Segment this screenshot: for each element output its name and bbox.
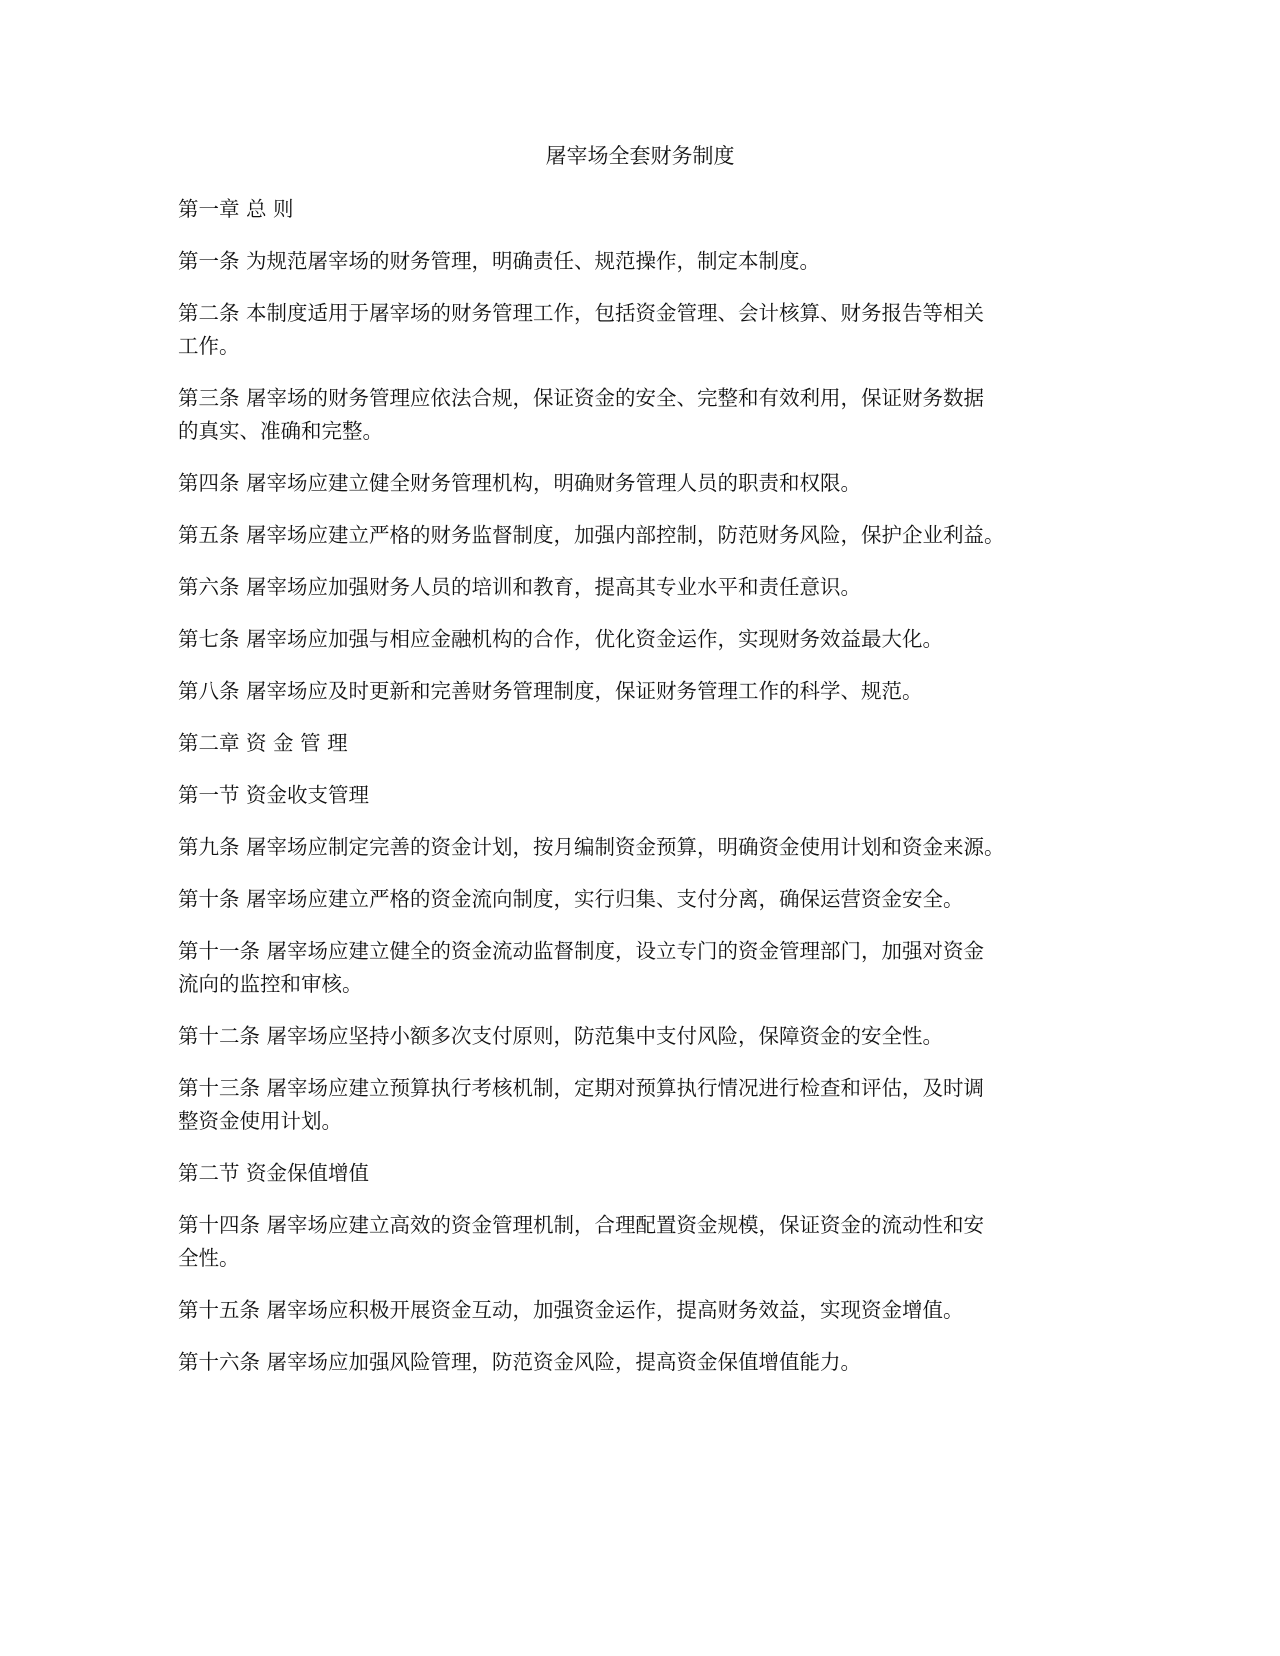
paragraph [178, 883, 1078, 916]
paragraph [178, 193, 1078, 226]
paragraph-line: 第十三条 屠宰场应建立预算执行考核机制，定期对预算执行情况进行检查和评估，及时调 [178, 1076, 985, 1100]
paragraph [178, 935, 1078, 1001]
paragraph [178, 831, 1078, 864]
paragraph-line: 第八条 屠宰场应及时更新和完善财务管理制度，保证财务管理工作的科学、规范。 [178, 679, 923, 703]
paragraph-line: 流向的监控和审核。 [178, 972, 363, 996]
document-body [178, 193, 1078, 1398]
paragraph-line: 第二章 资 金 管 理 [178, 731, 348, 755]
paragraph-line: 第十二条 屠宰场应坚持小额多次支付原则，防范集中支付风险，保障资金的安全性。 [178, 1024, 944, 1048]
paragraph-line: 第三条 屠宰场的财务管理应依法合规，保证资金的安全、完整和有效利用，保证财务数据 [178, 386, 985, 410]
paragraph-line: 整资金使用计划。 [178, 1109, 342, 1133]
paragraph [178, 675, 1078, 708]
paragraph-line: 的真实、准确和完整。 [178, 419, 383, 443]
paragraph [178, 467, 1078, 500]
paragraph-line: 第十五条 屠宰场应积极开展资金互动，加强资金运作，提高财务效益，实现资金增值。 [178, 1298, 964, 1322]
paragraph-line: 工作。 [178, 334, 240, 358]
paragraph-line: 第七条 屠宰场应加强与相应金融机构的合作，优化资金运作，实现财务效益最大化。 [178, 627, 944, 651]
paragraph [178, 1294, 1078, 1327]
paragraph [178, 519, 1078, 552]
paragraph [178, 779, 1078, 812]
paragraph [178, 297, 1078, 363]
paragraph-line: 第一节 资金收支管理 [178, 783, 370, 807]
paragraph-line: 第五条 屠宰场应建立严格的财务监督制度，加强内部控制，防范财务风险，保护企业利益。 [178, 523, 1005, 547]
paragraph-line: 第十六条 屠宰场应加强风险管理，防范资金风险，提高资金保值增值能力。 [178, 1350, 862, 1374]
paragraph [178, 1157, 1078, 1190]
paragraph [178, 1346, 1078, 1379]
paragraph [178, 245, 1078, 278]
document-title: 屠宰场全套财务制度 [545, 144, 735, 168]
paragraph [178, 1072, 1078, 1138]
paragraph-line: 第十条 屠宰场应建立严格的资金流向制度，实行归集、支付分离，确保运营资金安全。 [178, 887, 964, 911]
paragraph [178, 727, 1078, 760]
paragraph-line: 第十四条 屠宰场应建立高效的资金管理机制，合理配置资金规模，保证资金的流动性和安 [178, 1213, 985, 1237]
paragraph-line: 第九条 屠宰场应制定完善的资金计划，按月编制资金预算，明确资金使用计划和资金来源。 [178, 835, 1005, 859]
paragraph-line: 第四条 屠宰场应建立健全财务管理机构，明确财务管理人员的职责和权限。 [178, 471, 862, 495]
paragraph [178, 382, 1078, 448]
paragraph-line: 第十一条 屠宰场应建立健全的资金流动监督制度，设立专门的资金管理部门，加强对资金 [178, 939, 985, 963]
paragraph [178, 623, 1078, 656]
paragraph-line: 第六条 屠宰场应加强财务人员的培训和教育，提高其专业水平和责任意识。 [178, 575, 862, 599]
paragraph-line: 第二条 本制度适用于屠宰场的财务管理工作，包括资金管理、会计核算、财务报告等相关 [178, 301, 985, 325]
paragraph [178, 1020, 1078, 1053]
paragraph [178, 1209, 1078, 1275]
paragraph-line: 第一章 总 则 [178, 197, 294, 221]
paragraph [178, 571, 1078, 604]
paragraph-line: 第一条 为规范屠宰场的财务管理，明确责任、规范操作，制定本制度。 [178, 249, 821, 273]
paragraph-line: 全性。 [178, 1246, 240, 1270]
paragraph-line: 第二节 资金保值增值 [178, 1161, 370, 1185]
